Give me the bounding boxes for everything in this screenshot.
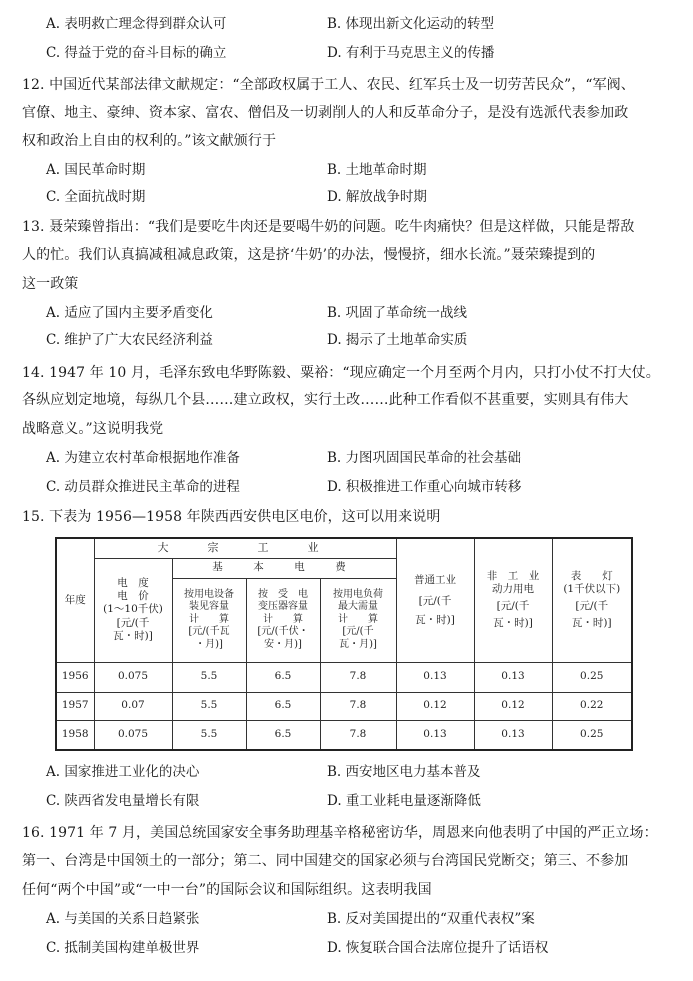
table-cell: 0.13	[474, 662, 552, 692]
q15-option-b: B. 西安地区电力基本普及	[327, 764, 481, 780]
q12-stem-line3: 权和政治上自由的权利的。”该文献颁行于	[22, 133, 277, 149]
table-header-general-industry: 普通工业 [元/(千 瓦・时)]	[396, 538, 474, 662]
table-cell: 0.12	[396, 692, 474, 720]
q14-option-c: C. 动员群众推进民主革命的进程	[46, 479, 240, 495]
table-header-by-transformer: 按 受 电 变压器容量 计 算 [元/(千伏・ 安・月)]	[246, 578, 320, 662]
table-cell: 6.5	[246, 662, 320, 692]
q12-option-c: C. 全面抗战时期	[46, 189, 146, 205]
table-cell: 7.8	[320, 662, 396, 692]
table-cell: 0.075	[94, 662, 172, 692]
table-cell: 0.13	[474, 720, 552, 750]
q15-option-d: D. 重工业耗电量逐渐降低	[327, 793, 481, 809]
table-cell: 0.25	[552, 720, 632, 750]
table-cell: 5.5	[172, 720, 246, 750]
table-cell: 1958	[56, 720, 94, 750]
q12-option-b: B. 土地革命时期	[327, 162, 427, 178]
table-header-year: 年度	[56, 538, 94, 662]
q16-stem-line2: 第一、台湾是中国领土的一部分；第二、同中国建交的国家必须与台湾国民党断交；第三、不参加	[22, 853, 629, 869]
table-row	[56, 720, 632, 750]
q14-stem-line2: 各纵应划定地境，每纵几个县……建立政权，实行土改……此种工作看似不甚重要，实则具有伟大	[22, 392, 629, 408]
table-cell: 6.5	[246, 692, 320, 720]
table-header-big-industry: 大 宗 工 业	[94, 538, 396, 558]
q14-option-d: D. 积极推进工作重心向城市转移	[327, 479, 522, 495]
electricity-price-table	[55, 537, 633, 751]
table-header-meter-light: 表 灯 (1千伏以下) [元/(千 瓦・时)]	[552, 538, 632, 662]
q11-option-c: C. 得益于党的奋斗目标的确立	[46, 45, 227, 61]
table-cell: 0.25	[552, 662, 632, 692]
q14-option-a: A. 为建立农村革命根据地作准备	[46, 450, 240, 466]
table-row	[56, 662, 632, 692]
table-header-by-demand: 按用电负荷 最大需量 计 算 [元/(千 瓦・月)]	[320, 578, 396, 662]
q12-stem-line2: 官僚、地主、豪绅、资本家、富农、僧侣及一切剥削人的人和反革命分子，是没有选派代表参加政	[22, 105, 629, 121]
table-header-by-capacity: 按用电设备 装见容量 计 算 [元/(千瓦 ・月)]	[172, 578, 246, 662]
table-cell: 0.22	[552, 692, 632, 720]
q16-stem-line3: 任何“两个中国”或“一中一台”的国际会议和国际组织。这表明我国	[22, 882, 432, 898]
table-cell: 7.8	[320, 720, 396, 750]
q15-option-c: C. 陕西省发电量增长有限	[46, 793, 200, 809]
q16-option-b: B. 反对美国提出的“双重代表权”案	[327, 911, 535, 927]
table-cell: 0.07	[94, 692, 172, 720]
table-cell: 7.8	[320, 692, 396, 720]
table-header-energy-price: 电 度 电 价 (1～10千伏) [元/(千 瓦・时)]	[94, 558, 172, 662]
q13-stem-line3: 这一政策	[22, 276, 79, 292]
q16-option-c: C. 抵制美国构建单极世界	[46, 940, 200, 956]
q13-stem-line1: 13. 聂荣臻曾指出：“我们是要吃牛肉还是要喝牛奶的问题。吃牛肉痛快？但是这样做，只能是帮敌	[22, 219, 635, 235]
table-header-non-industrial: 非 工 业 动力用电 [元/(千 瓦・时)]	[474, 538, 552, 662]
table-cell: 0.075	[94, 720, 172, 750]
table-cell: 0.13	[396, 662, 474, 692]
q13-stem-line2: 人的忙。我们认真搞减租减息政策，这是挤‘牛奶’的办法，慢慢挤，细水长流。”聂荣臻提到的	[22, 247, 596, 263]
q13-option-a: A. 适应了国内主要矛盾变化	[46, 305, 213, 321]
q15-option-a: A. 国家推进工业化的决心	[46, 764, 200, 780]
q11-option-d: D. 有利于马克思主义的传播	[327, 45, 495, 61]
q15-stem-line1: 15. 下表为 1956—1958 年陕西西安供电区电价，这可以用来说明	[22, 509, 441, 525]
table-cell: 5.5	[172, 692, 246, 720]
q14-stem-line3: 战略意义。”这说明我党	[22, 421, 164, 437]
q16-stem-line1: 16. 1971 年 7 月，美国总统国家安全事务助理基辛格秘密访华，周恩来向他表明了中国的严正立场：	[22, 825, 658, 841]
table-cell: 0.12	[474, 692, 552, 720]
q12-stem-line1: 12. 中国近代某部法律文献规定：“全部政权属于工人、农民、红军兵士及一切劳苦民众”，“军阀、	[22, 77, 635, 93]
q12-option-d: D. 解放战争时期	[327, 189, 427, 205]
q11-option-a: A. 表明救亡理念得到群众认可	[46, 16, 227, 32]
table-row	[56, 692, 632, 720]
q16-option-a: A. 与美国的关系日趋紧张	[46, 911, 200, 927]
q12-option-a: A. 国民革命时期	[46, 162, 146, 178]
table-cell: 1957	[56, 692, 94, 720]
table-cell: 6.5	[246, 720, 320, 750]
q13-option-c: C. 维护了广大农民经济利益	[46, 332, 213, 348]
table-cell: 1956	[56, 662, 94, 692]
q13-option-b: B. 巩固了革命统一战线	[327, 305, 468, 321]
q16-option-d: D. 恢复联合国合法席位提升了话语权	[327, 940, 549, 956]
q14-option-b: B. 力图巩固国民革命的社会基础	[327, 450, 522, 466]
table-cell: 0.13	[396, 720, 474, 750]
table-cell: 5.5	[172, 662, 246, 692]
q11-option-b: B. 体现出新文化运动的转型	[327, 16, 495, 32]
q13-option-d: D. 揭示了土地革命实质	[327, 332, 468, 348]
q14-stem-line1: 14. 1947 年 10 月，毛泽东致电华野陈毅、粟裕：“现应确定一个月至两个月内，只打小仗不打大仗。	[22, 365, 660, 381]
table-header-basic-fee: 基 本 电 费	[172, 558, 396, 578]
